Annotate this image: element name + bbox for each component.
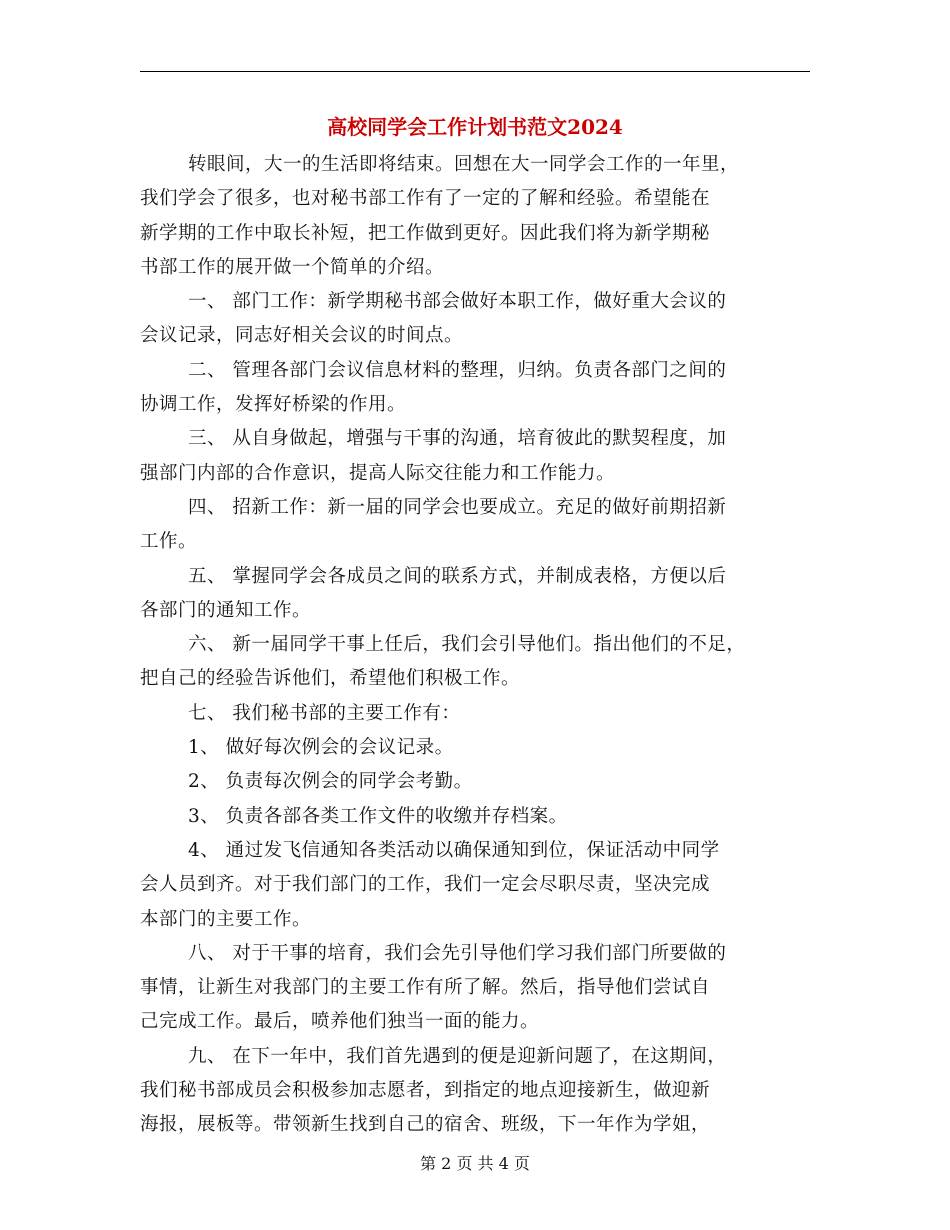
- document-title: 高校同学会工作计划书范文2024: [327, 115, 623, 139]
- body-line: 三、 从自身做起，增强与干事的沟通，培育彼此的默契程度，加: [188, 428, 727, 450]
- body-line: 2、 负责每次例会的同学会考勤。: [188, 771, 473, 793]
- document-body: [140, 148, 812, 1143]
- body-line: 九、 在下一年中，我们首先遇到的便是迎新问题了，在这期间，: [188, 1045, 727, 1067]
- body-line: 1、 做好每次例会的会议记录。: [188, 737, 454, 759]
- body-line: 一、 部门工作：新学期秘书部会做好本职工作，做好重大会议的: [188, 291, 727, 313]
- body-line: 新学期的工作中取长补短，把工作做到更好。因此我们将为新学期秘: [140, 222, 711, 244]
- body-line: 五、 掌握同学会各成员之间的联系方式，并制成表格，方便以后: [188, 565, 727, 587]
- body-line: 四、 招新工作：新一届的同学会也要成立。充足的做好前期招新: [188, 496, 727, 518]
- body-line: 会议记录，同志好相关会议的时间点。: [140, 325, 464, 347]
- body-line: 本部门的主要工作。: [140, 908, 312, 930]
- body-line: 协调工作，发挥好桥梁的作用。: [140, 394, 407, 416]
- body-line: 3、 负责各部各类工作文件的收缴并存档案。: [188, 805, 568, 827]
- body-line: 转眼间，大一的生活即将结束。回想在大一同学会工作的一年里，: [188, 154, 740, 175]
- body-line: 强部门内部的合作意识，提高人际交往能力和工作能力。: [140, 462, 616, 484]
- body-line: 会人员到齐。对于我们部门的工作，我们一定会尽职尽责，坚决完成: [140, 874, 711, 896]
- body-line: 把自己的经验告诉他们，希望他们积极工作。: [140, 668, 521, 690]
- body-line: 我们秘书部成员会积极参加志愿者，到指定的地点迎接新生，做迎新: [140, 1080, 711, 1102]
- body-line: 4、 通过发飞信通知各类活动以确保通知到位，保证活动中同学: [188, 839, 720, 861]
- body-line: 己完成工作。最后，喷养他们独当一面的能力。: [140, 1011, 540, 1033]
- body-line: 书部工作的展开做一个简单的介绍。: [140, 256, 445, 278]
- body-line: 我们学会了很多，也对秘书部工作有了一定的了解和经验。希望能在: [140, 188, 711, 210]
- body-line: 各部门的通知工作。: [140, 599, 312, 621]
- body-line: 二、 管理各部门会议信息材料的整理，归纳。负责各部门之间的: [188, 359, 727, 381]
- page-number: 第 2 页 共 4 页: [420, 1154, 530, 1173]
- body-line: 海报，展板等。带领新生找到自己的宿舍、班级，下一年作为学姐，: [140, 1114, 711, 1136]
- body-line: 七、 我们秘书部的主要工作有：: [188, 702, 461, 724]
- body-line: 事情，让新生对我部门的主要工作有所了解。然后，指导他们尝试自: [140, 977, 711, 999]
- body-line: 八、 对于干事的培育，我们会先引导他们学习我们部门所要做的: [188, 942, 727, 964]
- body-line: 六、 新一届同学干事上任后，我们会引导他们。指出他们的不足，: [188, 634, 746, 656]
- body-line: 工作。: [140, 531, 198, 553]
- header-rule: [140, 71, 810, 72]
